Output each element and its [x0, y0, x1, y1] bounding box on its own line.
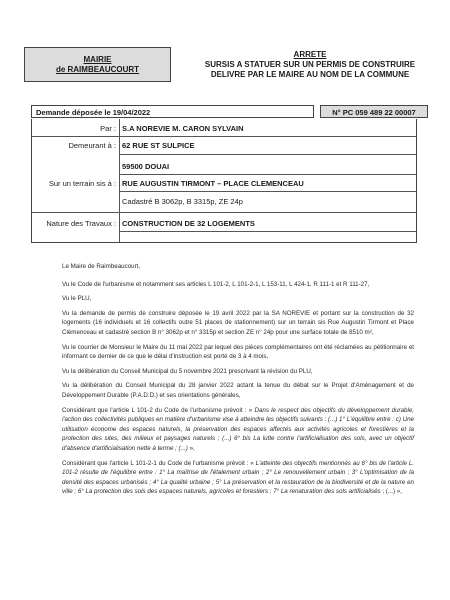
nature-value: CONSTRUCTION DE 32 LOGEMENTS: [122, 219, 255, 228]
demande-date: Demande déposée le 19/04/2022: [31, 105, 314, 118]
considerant-1-end: »,: [187, 444, 195, 452]
vu-code-urbanisme: Vu le Code de l'urbanisme et notamment ses articles L 101-2, L 101-2-1, L 153-11, L 424-1, R 111-1 et R 111-27,: [62, 280, 370, 288]
vu-deliberation-1: Vu la délibération du Conseil Municipal du 5 novembre 2021 prescrivant la révision du PLU,: [62, 367, 313, 375]
par-value: S.A NOREVIE M. CARON SYLVAIN: [122, 124, 244, 133]
demande-row: [31, 105, 428, 119]
title-line2: SURSIS A STATUER SUR UN PERMIS DE CONSTRUIRE: [204, 60, 416, 69]
mairie-line1: MAIRIE: [83, 54, 112, 64]
cadastre-value: Cadastré B 3062p, B 3315p, ZE 24p: [122, 197, 243, 206]
title-line1: ARRETE: [293, 50, 327, 59]
title-line3: DELIVRE PAR LE MAIRE AU NOM DE LA COMMUNE: [210, 70, 410, 79]
considerant-2: [62, 459, 414, 497]
mayor-intro: Le Maire de Raimbeaucourt,: [62, 263, 141, 270]
arrete-body: [62, 262, 414, 502]
par-label: Par :: [100, 124, 116, 133]
address-line2: 59500 DOUAI: [122, 162, 170, 171]
mairie-header-box: [24, 47, 171, 82]
row-divider: [120, 154, 416, 155]
vu-courrier: Vu le courrier de Monsieur le Maire du 11 mai 2022 par lequel des pièces complémentaires ont été réclamées au pétitionnaire et informant ce dernier de ce que le délai d'instruction est porté de 3 à 4 mois,: [62, 343, 414, 361]
address-line1: 62 RUE ST SULPICE: [122, 141, 195, 150]
considerant-2-quote: L'atteinte des objectifs mentionnés au 6° bis de l'article L. 101-2 résulte de l'équilibre entre : 1° La maîtrise de l'étalement urbain ; 2° Le renouvellement urbain ; 3° L'optimisation de la densité des espaces urbanisés ; 4° La qualité urbaine ; 5° La préservation et la restauration de la biodiversité et de la nature en ville ; 6° La protection des sols des espaces naturels, agricoles et forestiers ; 7° La renaturation des sols artificialisés: [62, 459, 414, 496]
row-divider: [32, 136, 416, 137]
terrain-value: RUE AUGUSTIN TIRMONT – PLACE CLEMENCEAU: [122, 179, 304, 188]
row-divider: [120, 191, 416, 192]
considerant-1-intro: Considérant que l'article L 101-2 du Code de l'urbanisme prévoit : «: [62, 406, 255, 414]
vu-plu: Vu le PLU,: [62, 295, 92, 303]
vu-deliberation-2: Vu la délibération du Conseil Municipal du 28 janvier 2022 actant la tenue du débat sur le Projet d'Aménagement et de Développement Durable (P.A.D.D.) et ses orientations générales,: [62, 382, 414, 399]
row-divider: [32, 212, 416, 213]
mairie-line2: de RAIMBEAUCOURT: [55, 64, 140, 74]
permit-number: N° PC 059 489 22 00007: [320, 105, 428, 118]
application-info-table: [31, 119, 417, 243]
nature-label: Nature des Travaux :: [46, 219, 116, 228]
considerant-1-quote: Dans le respect des objectifs du développement durable, l'action des collectivités publiques en matière d'urbanisme vise à atteindre les objectifs suivants : (...) 1° L'équilibre entre : c) Une utilisation économe des espaces naturels, la préservation des espaces affectés aux activités agricoles et forestières et la protection des sites, des milieux et paysages naturels ; (...) 6° bis La lutte contre l'artificialisation des sols, avec un objectif d'absence d'artificialisation nette à terme ; (...): [62, 406, 414, 452]
row-divider: [120, 174, 416, 175]
vu-demande: Vu la demande de permis de construire déposée le 19 avril 2022 par la SA NOREVIE et portant sur la construction de 32 logements (16 individuels et 16 collectifs outre 51 places de stationnement) sur un terrain sis Rue Augustin Tirmont et Place Clémenceau et cadastré section B n° 3062p et n° 3315p et section ZE n° 24p pour une surface totale de 8510 m²,: [62, 309, 414, 336]
considerant-1: [62, 406, 414, 454]
considerant-2-end: ; (...) »,: [380, 488, 402, 496]
table-divider: [119, 119, 120, 242]
considerant-2-intro: Considérant que l'article L 101-2-1 du Code de l'urbanisme prévoit : «: [62, 459, 256, 467]
demeurant-label: Demeurant à :: [68, 141, 116, 150]
arrete-title: [190, 50, 430, 80]
terrain-label: Sur un terrain sis à :: [48, 179, 116, 188]
row-divider: [120, 231, 416, 232]
